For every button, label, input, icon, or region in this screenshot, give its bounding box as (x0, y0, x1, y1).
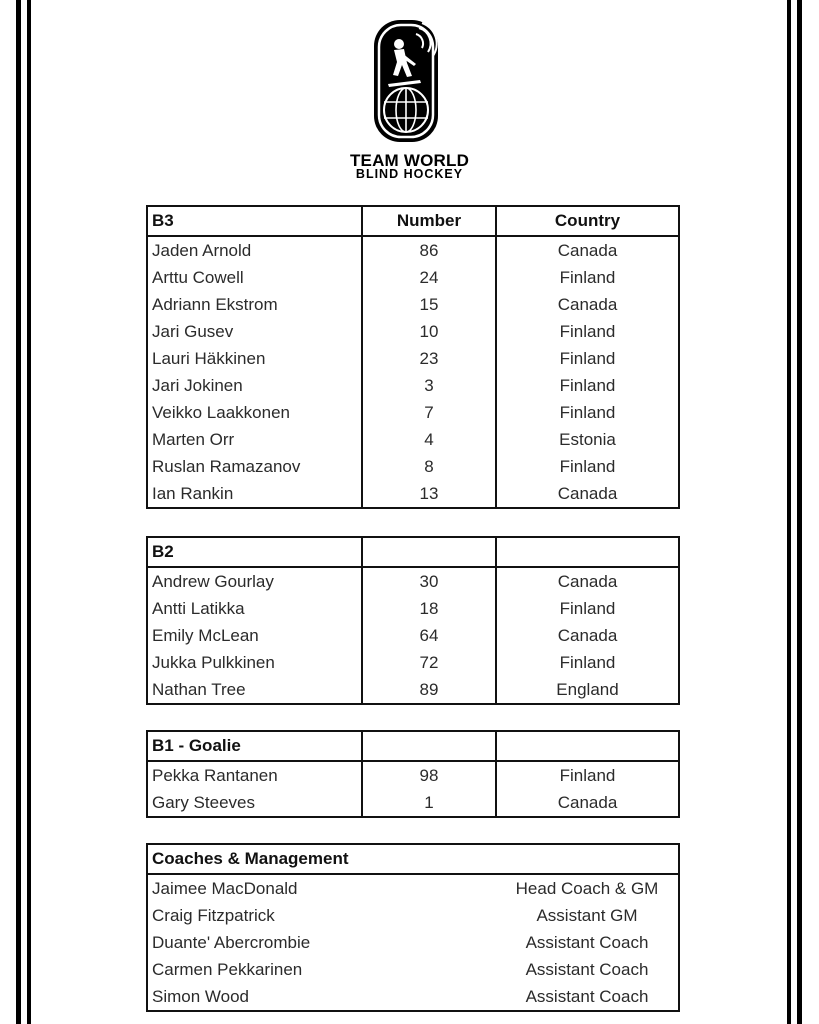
player-name: Marten Orr (147, 426, 362, 453)
roster-table-b2 (146, 536, 680, 705)
table-row (147, 789, 679, 817)
country-header (496, 537, 679, 567)
player-country: Finland (496, 318, 679, 345)
player-number: 15 (362, 291, 496, 318)
number-header (362, 537, 496, 567)
player-name: Arttu Cowell (147, 264, 362, 291)
player-country: Canada (496, 622, 679, 649)
player-number: 3 (362, 372, 496, 399)
table-row (147, 676, 679, 704)
player-name: Adriann Ekstrom (147, 291, 362, 318)
player-country: Canada (496, 291, 679, 318)
category-header: B2 (147, 537, 362, 567)
player-name: Ian Rankin (147, 480, 362, 508)
roster-table-b1-goalie (146, 730, 680, 818)
staff-role: Assistant Coach (496, 929, 679, 956)
staff-name: Craig Fitzpatrick (147, 902, 496, 929)
player-name: Jari Jokinen (147, 372, 362, 399)
staff-name: Simon Wood (147, 983, 496, 1011)
player-country: Estonia (496, 426, 679, 453)
player-country: Finland (496, 372, 679, 399)
table-row (147, 236, 679, 264)
table-row (147, 595, 679, 622)
roster-table-b3 (146, 205, 680, 509)
staff-role: Assistant GM (496, 902, 679, 929)
org-name-line1: TEAM WORLD (349, 151, 470, 170)
player-country: Finland (496, 761, 679, 789)
table-row (147, 956, 679, 983)
player-number: 1 (362, 789, 496, 817)
table-row (147, 929, 679, 956)
player-number: 7 (362, 399, 496, 426)
player-name: Jari Gusev (147, 318, 362, 345)
country-header (496, 731, 679, 761)
staff-role: Assistant Coach (496, 983, 679, 1011)
player-name: Nathan Tree (147, 676, 362, 704)
player-country: England (496, 676, 679, 704)
table-row (147, 567, 679, 595)
category-header: B3 (147, 206, 362, 236)
table-row (147, 480, 679, 508)
staff-role: Head Coach & GM (496, 874, 679, 902)
player-name: Jukka Pulkkinen (147, 649, 362, 676)
hockey-globe-logo-icon (372, 18, 440, 144)
player-number: 18 (362, 595, 496, 622)
player-number: 30 (362, 567, 496, 595)
player-country: Canada (496, 236, 679, 264)
player-number: 13 (362, 480, 496, 508)
player-country: Finland (496, 399, 679, 426)
table-row (147, 761, 679, 789)
player-number: 72 (362, 649, 496, 676)
table-row (147, 372, 679, 399)
staff-name: Carmen Pekkarinen (147, 956, 496, 983)
category-header: B1 - Goalie (147, 731, 362, 761)
table-row (147, 983, 679, 1011)
number-header: Number (362, 206, 496, 236)
player-country: Canada (496, 480, 679, 508)
player-number: 4 (362, 426, 496, 453)
coaches-header: Coaches & Management (147, 844, 679, 874)
table-row (147, 426, 679, 453)
table-row (147, 345, 679, 372)
player-number: 98 (362, 761, 496, 789)
table-row (147, 874, 679, 902)
org-name-line2: BLIND HOCKEY (355, 167, 464, 181)
table-row (147, 264, 679, 291)
player-number: 8 (362, 453, 496, 480)
player-number: 89 (362, 676, 496, 704)
staff-role: Assistant Coach (496, 956, 679, 983)
number-header (362, 731, 496, 761)
player-number: 24 (362, 264, 496, 291)
player-name: Antti Latikka (147, 595, 362, 622)
player-name: Lauri Häkkinen (147, 345, 362, 372)
player-country: Finland (496, 264, 679, 291)
player-country: Finland (496, 649, 679, 676)
player-name: Emily McLean (147, 622, 362, 649)
table-row (147, 622, 679, 649)
table-row (147, 649, 679, 676)
table-row (147, 453, 679, 480)
table-row (147, 902, 679, 929)
player-country: Canada (496, 789, 679, 817)
player-name: Veikko Laakkonen (147, 399, 362, 426)
player-country: Finland (496, 595, 679, 622)
player-name: Pekka Rantanen (147, 761, 362, 789)
player-number: 64 (362, 622, 496, 649)
staff-name: Duante' Abercrombie (147, 929, 496, 956)
staff-name: Jaimee MacDonald (147, 874, 496, 902)
player-name: Jaden Arnold (147, 236, 362, 264)
player-name: Andrew Gourlay (147, 567, 362, 595)
player-number: 86 (362, 236, 496, 264)
player-country: Finland (496, 345, 679, 372)
table-row (147, 399, 679, 426)
player-number: 23 (362, 345, 496, 372)
player-name: Ruslan Ramazanov (147, 453, 362, 480)
player-country: Finland (496, 453, 679, 480)
country-header: Country (496, 206, 679, 236)
player-country: Canada (496, 567, 679, 595)
table-row (147, 291, 679, 318)
coaches-management-table (146, 843, 680, 1012)
table-row (147, 318, 679, 345)
player-number: 10 (362, 318, 496, 345)
player-name: Gary Steeves (147, 789, 362, 817)
